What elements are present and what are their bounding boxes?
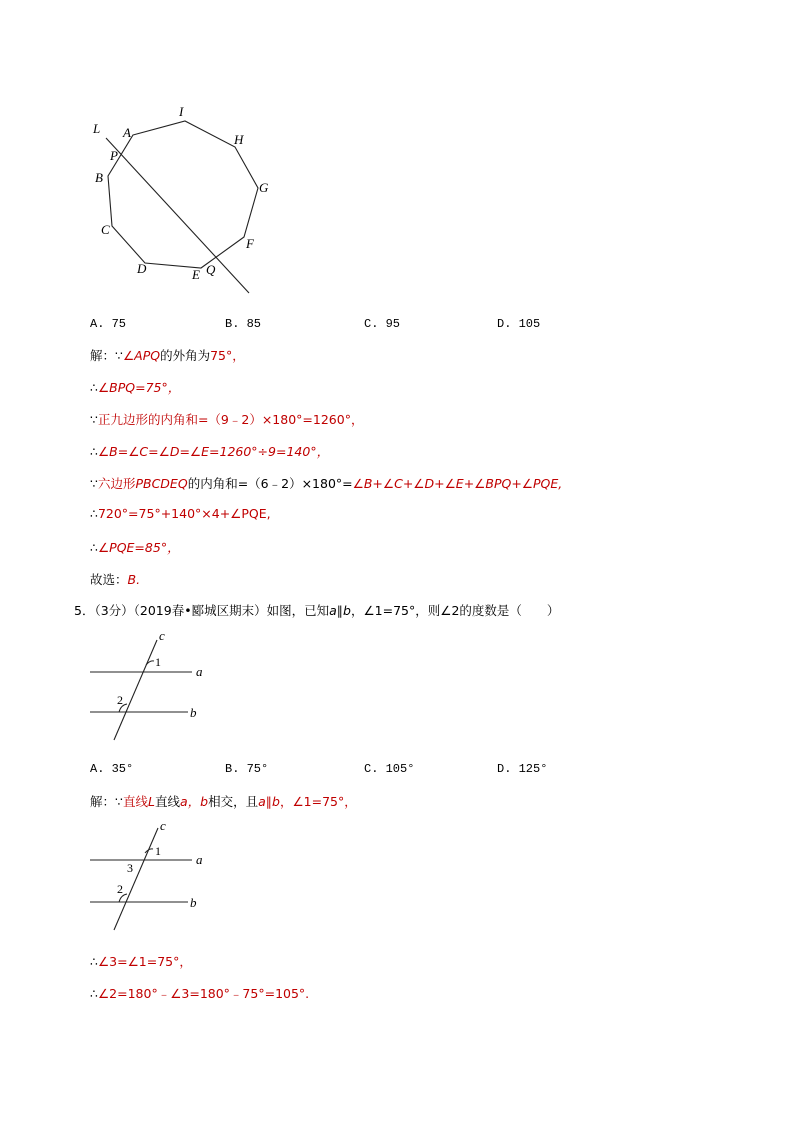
q5-sol-ab: a，b — [179, 794, 209, 809]
label-1: 1 — [155, 844, 161, 858]
q5-solution-line-1 — [90, 792, 357, 810]
label-E: E — [192, 267, 200, 282]
q4-sol-math: 六边形 — [97, 476, 136, 491]
q5-sol-prefix: ∴ — [90, 986, 98, 1001]
q4-solution-line-4 — [90, 442, 329, 460]
q5-stem-text: ，∠1=75°，则∠2的度数是（ ） — [350, 603, 560, 618]
q5-stem-text: （3分）（2019春•郾城区期末）如图，已知 — [94, 603, 330, 618]
label-Q: Q — [206, 262, 216, 277]
q4-sol-math: ∠BPQ=75°， — [97, 380, 181, 395]
q5-option-a: A. 35° — [90, 762, 134, 776]
label-L: L — [93, 121, 101, 136]
q4-sol-math: 正九边形的内角和=（9﹣2）×180°=1260°， — [97, 412, 364, 427]
line-L — [106, 138, 249, 293]
q4-sol-prefix: ∴ — [90, 540, 98, 555]
q4-solution-line-6 — [90, 506, 271, 521]
q5-solution-line-3 — [90, 984, 309, 1002]
label-b: b — [190, 705, 197, 720]
q4-sol-prefix: ∴ — [90, 506, 98, 521]
q4-sol-prefix: ∵ — [90, 412, 98, 427]
q4-sol-prefix: ∵ — [90, 476, 98, 491]
parallel-lines-solution-figure — [0, 815, 260, 935]
nonagon-figure — [0, 0, 794, 310]
label-c: c — [159, 628, 165, 643]
q5-stem — [74, 601, 559, 619]
q4-sol-value: 75°， — [210, 348, 245, 363]
q5-option-b: B. 75° — [225, 762, 269, 776]
q5-sol-math: ∠2=180°﹣∠3=180°﹣75°=105°. — [97, 986, 310, 1001]
q4-option-d: D. 105 — [497, 317, 541, 331]
label-F: F — [246, 236, 254, 251]
label-A: A — [123, 125, 131, 140]
q4-sol-prefix: ∴ — [90, 380, 98, 395]
q5-sol-ab: a∥b — [258, 794, 280, 809]
label-1: 1 — [155, 655, 161, 669]
q5-sol-math: 直线 — [122, 794, 148, 809]
label-2: 2 — [117, 882, 123, 896]
label-D: D — [137, 261, 147, 276]
line-c — [114, 640, 157, 740]
angle-1-arc — [145, 849, 153, 853]
q5-solution-line-2 — [90, 952, 192, 970]
label-c: c — [160, 818, 166, 833]
q4-sol-answer: B. — [127, 572, 141, 587]
q5-number: 5． — [74, 603, 95, 618]
label-B: B — [95, 170, 103, 185]
q5-sol-line-name: L — [147, 794, 155, 809]
q4-sol-text: 的内角和=（6﹣2）×180°= — [187, 476, 353, 491]
label-H: H — [234, 132, 244, 147]
label-a: a — [196, 852, 203, 867]
q5-sol-text: 直线 — [154, 794, 180, 809]
q4-sol-math: ∠B=∠C=∠D=∠E=1260°÷9=140°， — [97, 444, 330, 459]
q4-sol-math: 720°=75°+140°×4+∠PQE, — [97, 506, 271, 521]
q4-solution-line-5 — [90, 474, 562, 492]
q4-solution-line-1 — [90, 346, 245, 364]
q4-sol-math: ∠PQE=85°， — [97, 540, 180, 555]
q5-sol-prefix: 解：∵ — [90, 794, 123, 809]
q5-stem-ab: a∥b — [329, 603, 351, 618]
q5-sol-prefix: ∴ — [90, 954, 98, 969]
q5-option-d: D. 125° — [497, 762, 548, 776]
line-c — [114, 828, 158, 930]
q4-solution-line-3 — [90, 410, 363, 428]
q4-sol-math: ∠B+∠C+∠D+∠E+∠BPQ+∠PQE, — [352, 476, 563, 491]
q4-sol-prefix: ∴ — [90, 444, 98, 459]
label-G: G — [259, 180, 269, 195]
q5-sol-math: ∠3=∠1=75°， — [97, 954, 192, 969]
q4-sol-prefix: 故选： — [90, 572, 128, 587]
label-3: 3 — [127, 861, 133, 875]
label-P: P — [110, 148, 118, 163]
label-2: 2 — [117, 693, 123, 707]
label-I: I — [179, 104, 184, 119]
label-b: b — [190, 895, 197, 910]
label-C: C — [101, 222, 110, 237]
parallel-lines-figure — [0, 625, 260, 745]
q5-sol-text: 相交，且 — [208, 794, 259, 809]
q5-option-c: C. 105° — [364, 762, 415, 776]
q4-sol-hexagon-name: PBCDEQ — [135, 476, 188, 491]
q4-sol-prefix: 解：∵ — [90, 348, 123, 363]
q4-option-a: A. 75 — [90, 317, 127, 331]
q4-option-c: C. 95 — [364, 317, 401, 331]
q4-solution-line-7 — [90, 538, 180, 556]
q4-option-b: B. 85 — [225, 317, 262, 331]
q5-sol-math: ，∠1=75°， — [279, 794, 357, 809]
q4-sol-text: 的外角为 — [160, 348, 211, 363]
label-a: a — [196, 664, 203, 679]
q4-solution-line-8 — [90, 570, 140, 588]
q4-sol-angle-apq: ∠APQ — [122, 348, 161, 363]
q4-solution-line-2 — [90, 378, 180, 396]
